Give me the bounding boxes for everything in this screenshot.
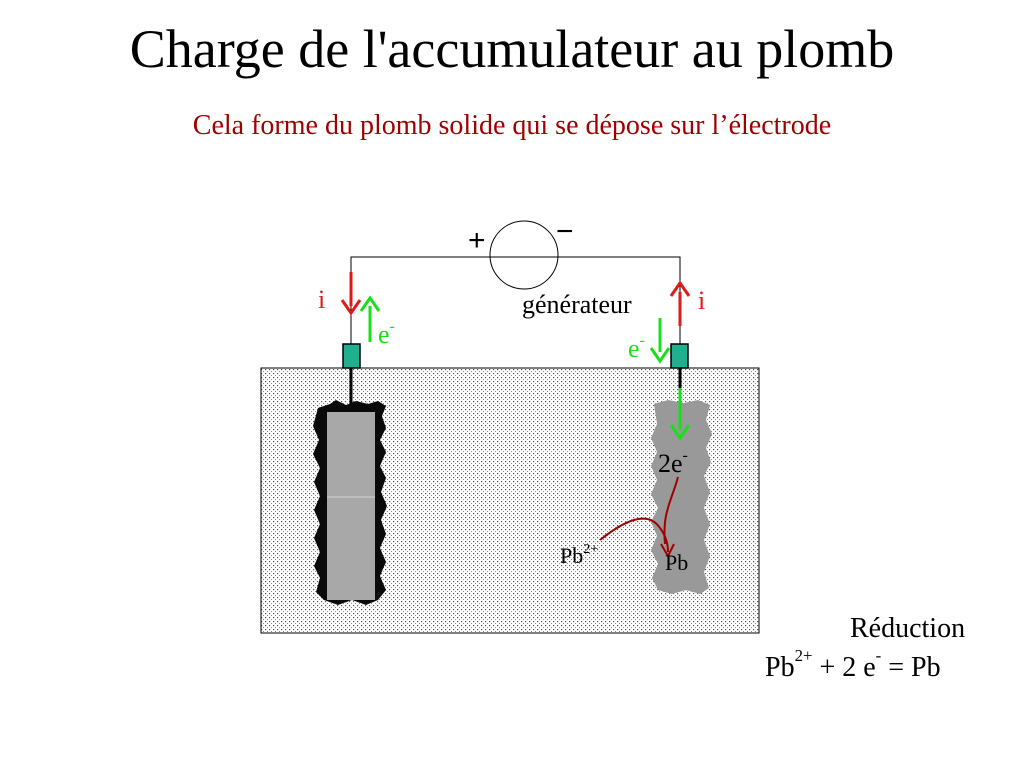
generator-symbol [490,221,558,289]
current-label-right: i [698,286,706,315]
electron-label-left: e- [378,318,395,349]
plus-sign: + [468,224,486,257]
reduction-electrons: + 2 e [812,652,876,683]
terminal-left [343,344,360,368]
electrode-left-core [327,412,375,600]
reduction-rhs: = Pb [881,652,941,683]
product-label: Pb [665,550,689,575]
reduction-equation [765,645,941,684]
electrons-label: 2e- [658,447,688,478]
reduction-lhs-charge: 2+ [794,645,813,665]
slide-title: Charge de l'accumulateur au plomb [129,19,895,79]
current-label-left: i [318,285,326,314]
ion-label: $Pb^{2+}$ [560,542,599,568]
reduction-title: Réduction [850,613,966,644]
terminal-right [671,344,688,368]
slide-subtitle: Cela forme du plomb solide qui se dépose sur l’électrode [192,110,832,141]
generator-label: générateur [522,290,632,319]
minus-sign: − [556,215,574,248]
electron-label-right: e- [628,332,645,363]
reduction-lhs: Pb [765,652,795,683]
reduction-electron-charge: - [875,645,882,665]
